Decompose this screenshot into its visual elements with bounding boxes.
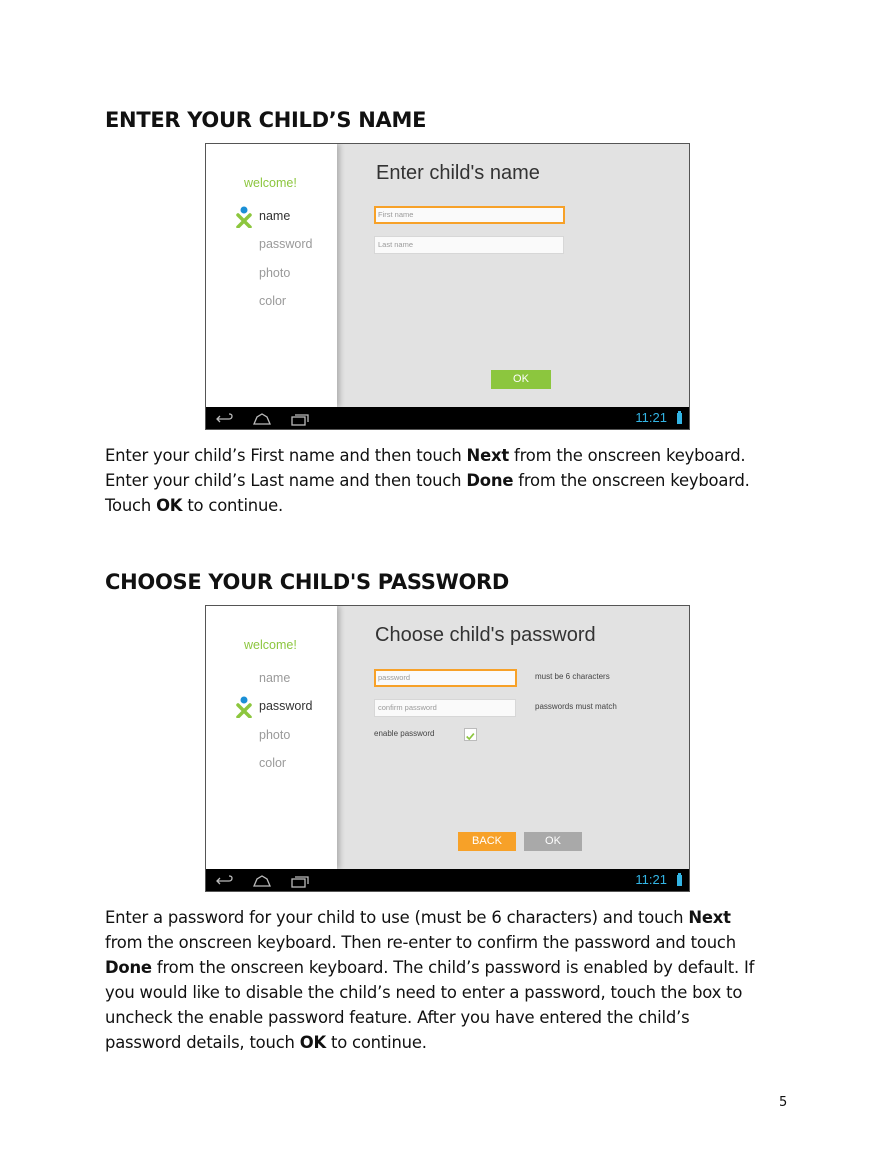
section-heading-name: ENTER YOUR CHILD’S NAME bbox=[105, 108, 427, 132]
sidebar-item-password[interactable]: password bbox=[259, 699, 313, 713]
setup-sidebar bbox=[206, 606, 337, 869]
password-match-hint: passwords must match bbox=[535, 702, 617, 711]
back-nav-icon[interactable] bbox=[216, 412, 234, 426]
password-field[interactable]: password bbox=[374, 669, 517, 687]
last-name-field[interactable]: Last name bbox=[374, 236, 564, 254]
battery-icon bbox=[677, 413, 682, 424]
sidebar-welcome: welcome! bbox=[244, 176, 297, 190]
sidebar-item-password[interactable]: password bbox=[259, 237, 313, 251]
status-clock: 11:21 bbox=[635, 872, 667, 887]
home-nav-icon[interactable] bbox=[253, 412, 271, 426]
password-screenshot bbox=[205, 605, 690, 892]
ok-button[interactable]: OK bbox=[491, 370, 551, 389]
screen-title: Choose child's password bbox=[375, 624, 596, 646]
password-instructions: Enter a password for your child to use (must be 6 characters) and touch Next from the onscreen keyboard. Then re-enter to confirm the password and touch Done from the onscreen keyboard. The child’s password is enabled by default. If you would like to disable the child’s need to enter a password, touch the box to uncheck the enable password feature. After you have entered the child’s password details, touch OK to continue. bbox=[105, 908, 755, 1052]
enable-password-checkbox[interactable] bbox=[464, 728, 477, 741]
password-length-hint: must be 6 characters bbox=[535, 672, 610, 681]
enable-password-label: enable password bbox=[374, 729, 435, 738]
check-icon bbox=[465, 731, 476, 742]
confirm-password-field[interactable]: confirm password bbox=[374, 699, 516, 717]
xo-icon bbox=[236, 696, 252, 718]
sidebar-item-name[interactable]: name bbox=[259, 671, 291, 685]
android-nav-bar bbox=[206, 407, 689, 430]
setup-sidebar bbox=[206, 144, 337, 407]
name-instructions: Enter your child’s First name and then touch Next from the onscreen keyboard. Enter your child’s Last name and then touch Done from the onscreen keyboard. Touch OK to continue. bbox=[105, 446, 750, 515]
recent-apps-icon[interactable] bbox=[291, 412, 309, 426]
sidebar-item-photo[interactable]: photo bbox=[259, 266, 291, 280]
sidebar-item-color[interactable]: color bbox=[259, 756, 287, 770]
sidebar-welcome: welcome! bbox=[244, 638, 297, 652]
back-nav-icon[interactable] bbox=[216, 874, 234, 888]
xo-icon bbox=[236, 206, 252, 228]
status-clock: 11:21 bbox=[635, 410, 667, 425]
home-nav-icon[interactable] bbox=[253, 874, 271, 888]
android-nav-bar bbox=[206, 869, 689, 892]
first-name-field[interactable]: First name bbox=[374, 206, 565, 224]
back-button[interactable]: BACK bbox=[458, 832, 516, 851]
page-number: 5 bbox=[779, 1095, 788, 1110]
recent-apps-icon[interactable] bbox=[291, 874, 309, 888]
ok-button[interactable]: OK bbox=[524, 832, 582, 851]
screen-title: Enter child's name bbox=[376, 162, 540, 184]
battery-icon bbox=[677, 875, 682, 886]
sidebar-item-color[interactable]: color bbox=[259, 294, 287, 308]
section-heading-password: CHOOSE YOUR CHILD'S PASSWORD bbox=[105, 570, 510, 594]
name-screenshot bbox=[205, 143, 690, 430]
sidebar-item-name[interactable]: name bbox=[259, 209, 291, 223]
sidebar-item-photo[interactable]: photo bbox=[259, 728, 291, 742]
